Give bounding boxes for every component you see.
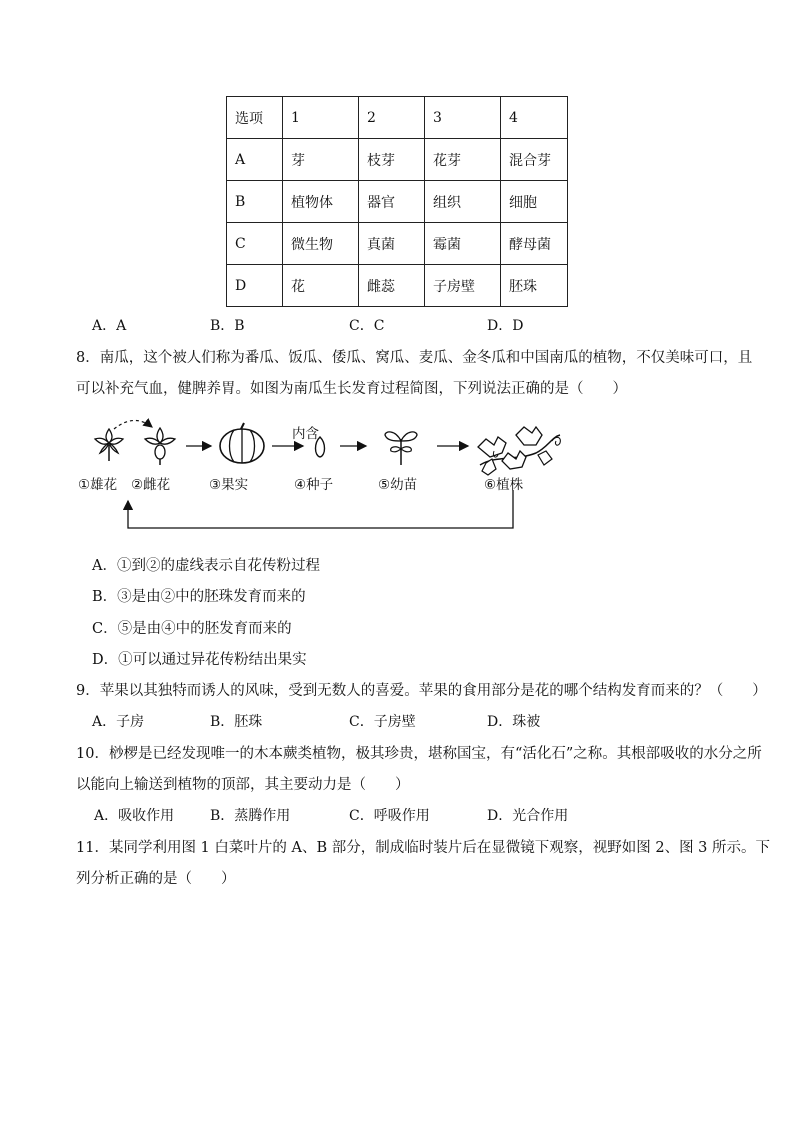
seedling-icon [385,432,417,465]
q8-option-b[interactable]: B．③是由②中的胚珠发育而来的 [92,589,306,605]
table-cell: 器官 [359,181,425,223]
q10-stem-line1: 10．桫椤是已经发现唯一的木本蕨类植物，极其珍贵，堪称国宝，有“活化石”之称。其根部吸收的水分之所 [76,746,762,762]
q7-choices [92,315,692,335]
table-cell: 花 [283,265,359,307]
pollination-dashed-arrow [114,420,152,429]
table-cell: 真菌 [359,223,425,265]
table-row [227,181,568,223]
q10-choices [94,805,694,825]
return-arrow [128,490,513,528]
table-cell: 4 [501,97,568,139]
q9-stem: 9．苹果以其独特而诱人的风味，受到无数人的喜爱。苹果的食用部分是花的哪个结构发育而来的？（ ） [76,683,767,699]
choice-c[interactable]: C．呼吸作用 [349,808,430,824]
label-male-flower: ①雄花 [78,477,118,493]
q8-option-d[interactable]: D．①可以通过异花传粉结出果实 [92,652,307,668]
table-cell: 芽 [283,139,359,181]
label-seedling: ⑤幼苗 [378,477,418,493]
label-female-flower: ②雌花 [131,477,171,493]
table-cell: 3 [425,97,501,139]
table-cell: B [227,181,283,223]
label-fruit: ③果实 [209,477,249,493]
pumpkin-life-cycle-diagram [76,415,566,535]
choice-d[interactable]: D．光合作用 [487,808,569,824]
table-row [227,265,568,307]
q8-stem-line2: 可以补充气血，健脾养胃。如图为南瓜生长发育过程简图，下列说法正确的是（ ） [76,381,627,397]
table-cell: 子房壁 [425,265,501,307]
q9-choices [92,711,692,731]
q10-stem-line2: 以能向上输送到植物的顶部，其主要动力是（ ） [76,777,410,793]
table-row [227,139,568,181]
choice-b[interactable]: B．B [210,318,245,334]
table-header-row [227,97,568,139]
table-cell: 酵母菌 [501,223,568,265]
table-cell: 1 [283,97,359,139]
table-cell: 枝芽 [359,139,425,181]
choice-d[interactable]: D．珠被 [487,714,541,730]
choice-b[interactable]: B．蒸腾作用 [210,808,291,824]
pumpkin-fruit-icon [220,423,264,463]
choice-d[interactable]: D．D [487,318,524,334]
choice-a[interactable]: A．吸收作用 [94,808,175,824]
label-seed: ④种子 [294,477,334,493]
table-cell: 细胞 [501,181,568,223]
options-table [226,96,568,307]
choice-c[interactable]: C．子房壁 [349,714,416,730]
plant-vine-icon [478,427,560,475]
table-row [227,223,568,265]
table-cell: 组织 [425,181,501,223]
table-cell: 雌蕊 [359,265,425,307]
q8-option-a[interactable]: A．①到②的虚线表示自花传粉过程 [92,558,320,574]
q11-stem-line1: 11．某同学利用图 1 白菜叶片的 A、B 部分，制成临时装片后在显微镜下观察，视野如图 2、图 3 所示。下 [76,840,771,856]
choice-a[interactable]: A．A [92,318,127,334]
q8-option-c[interactable]: C．⑤是由④中的胚发育而来的 [92,621,292,637]
table-cell: 选项 [227,97,283,139]
table-cell: 植物体 [283,181,359,223]
q8-stem-line1: 8．南瓜，这个被人们称为番瓜、饭瓜、倭瓜、窝瓜、麦瓜、金冬瓜和中国南瓜的植物，不仅美味可口，且 [76,350,753,366]
table-cell: 胚珠 [501,265,568,307]
choice-b[interactable]: B．胚珠 [210,714,263,730]
table-cell: A [227,139,283,181]
table-cell: 花芽 [425,139,501,181]
male-flower-icon [95,429,123,461]
table-cell: 2 [359,97,425,139]
table-cell: 霉菌 [425,223,501,265]
q11-stem-line2: 列分析正确的是（ ） [76,871,236,887]
table-cell: D [227,265,283,307]
label-plant: ⑥植株 [484,477,524,493]
table-cell: 微生物 [283,223,359,265]
contains-label: 内含 [292,426,319,442]
choice-a[interactable]: A．子房 [92,714,145,730]
choice-c[interactable]: C．C [349,318,385,334]
table-cell: C [227,223,283,265]
table-cell: 混合芽 [501,139,568,181]
female-flower-icon [145,428,175,465]
